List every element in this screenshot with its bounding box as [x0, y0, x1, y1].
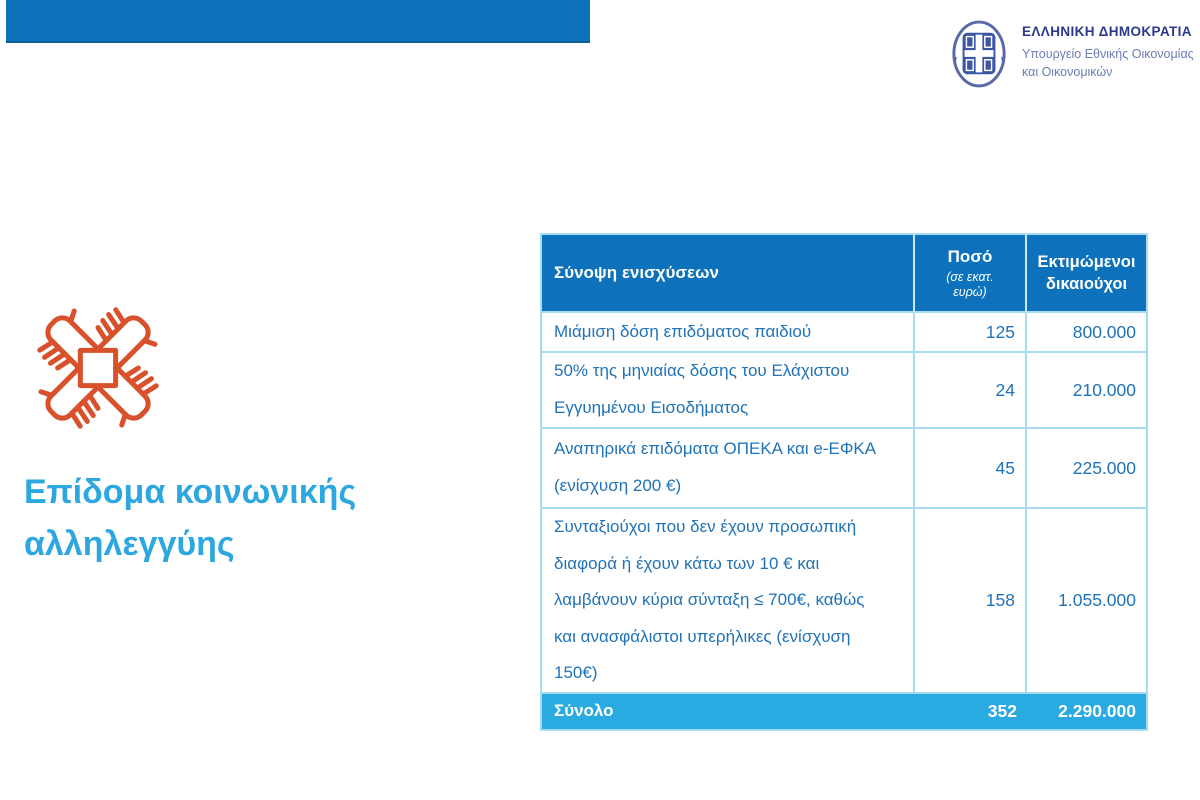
row-amount: 125 — [915, 313, 1027, 353]
total-beneficiaries: 2.290.000 — [1027, 694, 1146, 729]
row-label: Μιάμιση δόση επιδόματος παιδιού — [542, 313, 915, 353]
total-label: Σύνολο — [542, 694, 915, 729]
table-row — [542, 509, 1146, 694]
government-subtitle-line1: Υπουργείο Εθνικής Οικονομίας — [1022, 47, 1194, 61]
table-total-row — [542, 694, 1146, 729]
row-label: Συνταξιούχοι που δεν έχουν προσωπική διαφορά ή έχουν κάτω των 10 € και λαμβάνουν κύρια σύνταξη ≤ 700€, καθώς και ανασφάλιστοι υπερήλικες (ενίσχυση 150€) — [542, 509, 915, 694]
row-amount: 158 — [915, 509, 1027, 694]
total-amount: 352 — [915, 694, 1027, 729]
column-header-amount-unit: (σε εκατ. ευρώ) — [946, 269, 994, 299]
government-subtitle-line2: και Οικονομικών — [1022, 65, 1113, 79]
government-header — [950, 16, 1200, 90]
table-row — [542, 429, 1146, 509]
slide-title-line2: αλληλεγγύης — [24, 525, 235, 563]
column-header-beneficiaries: Εκτιμώμενοι δικαιούχοι — [1027, 235, 1146, 313]
row-beneficiaries: 210.000 — [1027, 353, 1146, 429]
row-label: 50% της μηνιαίας δόσης του Ελάχιστου Εγγυημένου Εισοδήματος — [542, 353, 915, 429]
aid-summary-table — [540, 233, 1148, 731]
slide-title-line1: Επίδομα κοινωνικής — [24, 473, 357, 511]
top-accent-bar — [6, 0, 590, 43]
slide-title — [24, 466, 356, 570]
row-label: Αναπηρικά επιδόματα ΟΠΕΚΑ και e-ΕΦΚΑ (ενίσχυση 200 €) — [542, 429, 915, 509]
government-text-block — [1022, 16, 1194, 81]
row-beneficiaries: 1.055.000 — [1027, 509, 1146, 694]
row-beneficiaries: 800.000 — [1027, 313, 1146, 353]
row-amount: 24 — [915, 353, 1027, 429]
column-header-amount — [915, 235, 1027, 313]
column-header-synopsis: Σύνοψη ενισχύσεων — [542, 235, 915, 313]
column-header-amount-main: Ποσό — [947, 246, 993, 266]
table-row — [542, 313, 1146, 353]
table-row — [542, 353, 1146, 429]
government-title: ΕΛΛΗΝΙΚΗ ΔΗΜΟΚΡΑΤΙΑ — [1022, 24, 1192, 39]
four-hands-solidarity-icon — [14, 284, 182, 452]
row-amount: 45 — [915, 429, 1027, 509]
row-beneficiaries: 225.000 — [1027, 429, 1146, 509]
greek-coat-of-arms-icon — [950, 18, 1008, 90]
table-header-row — [542, 235, 1146, 313]
